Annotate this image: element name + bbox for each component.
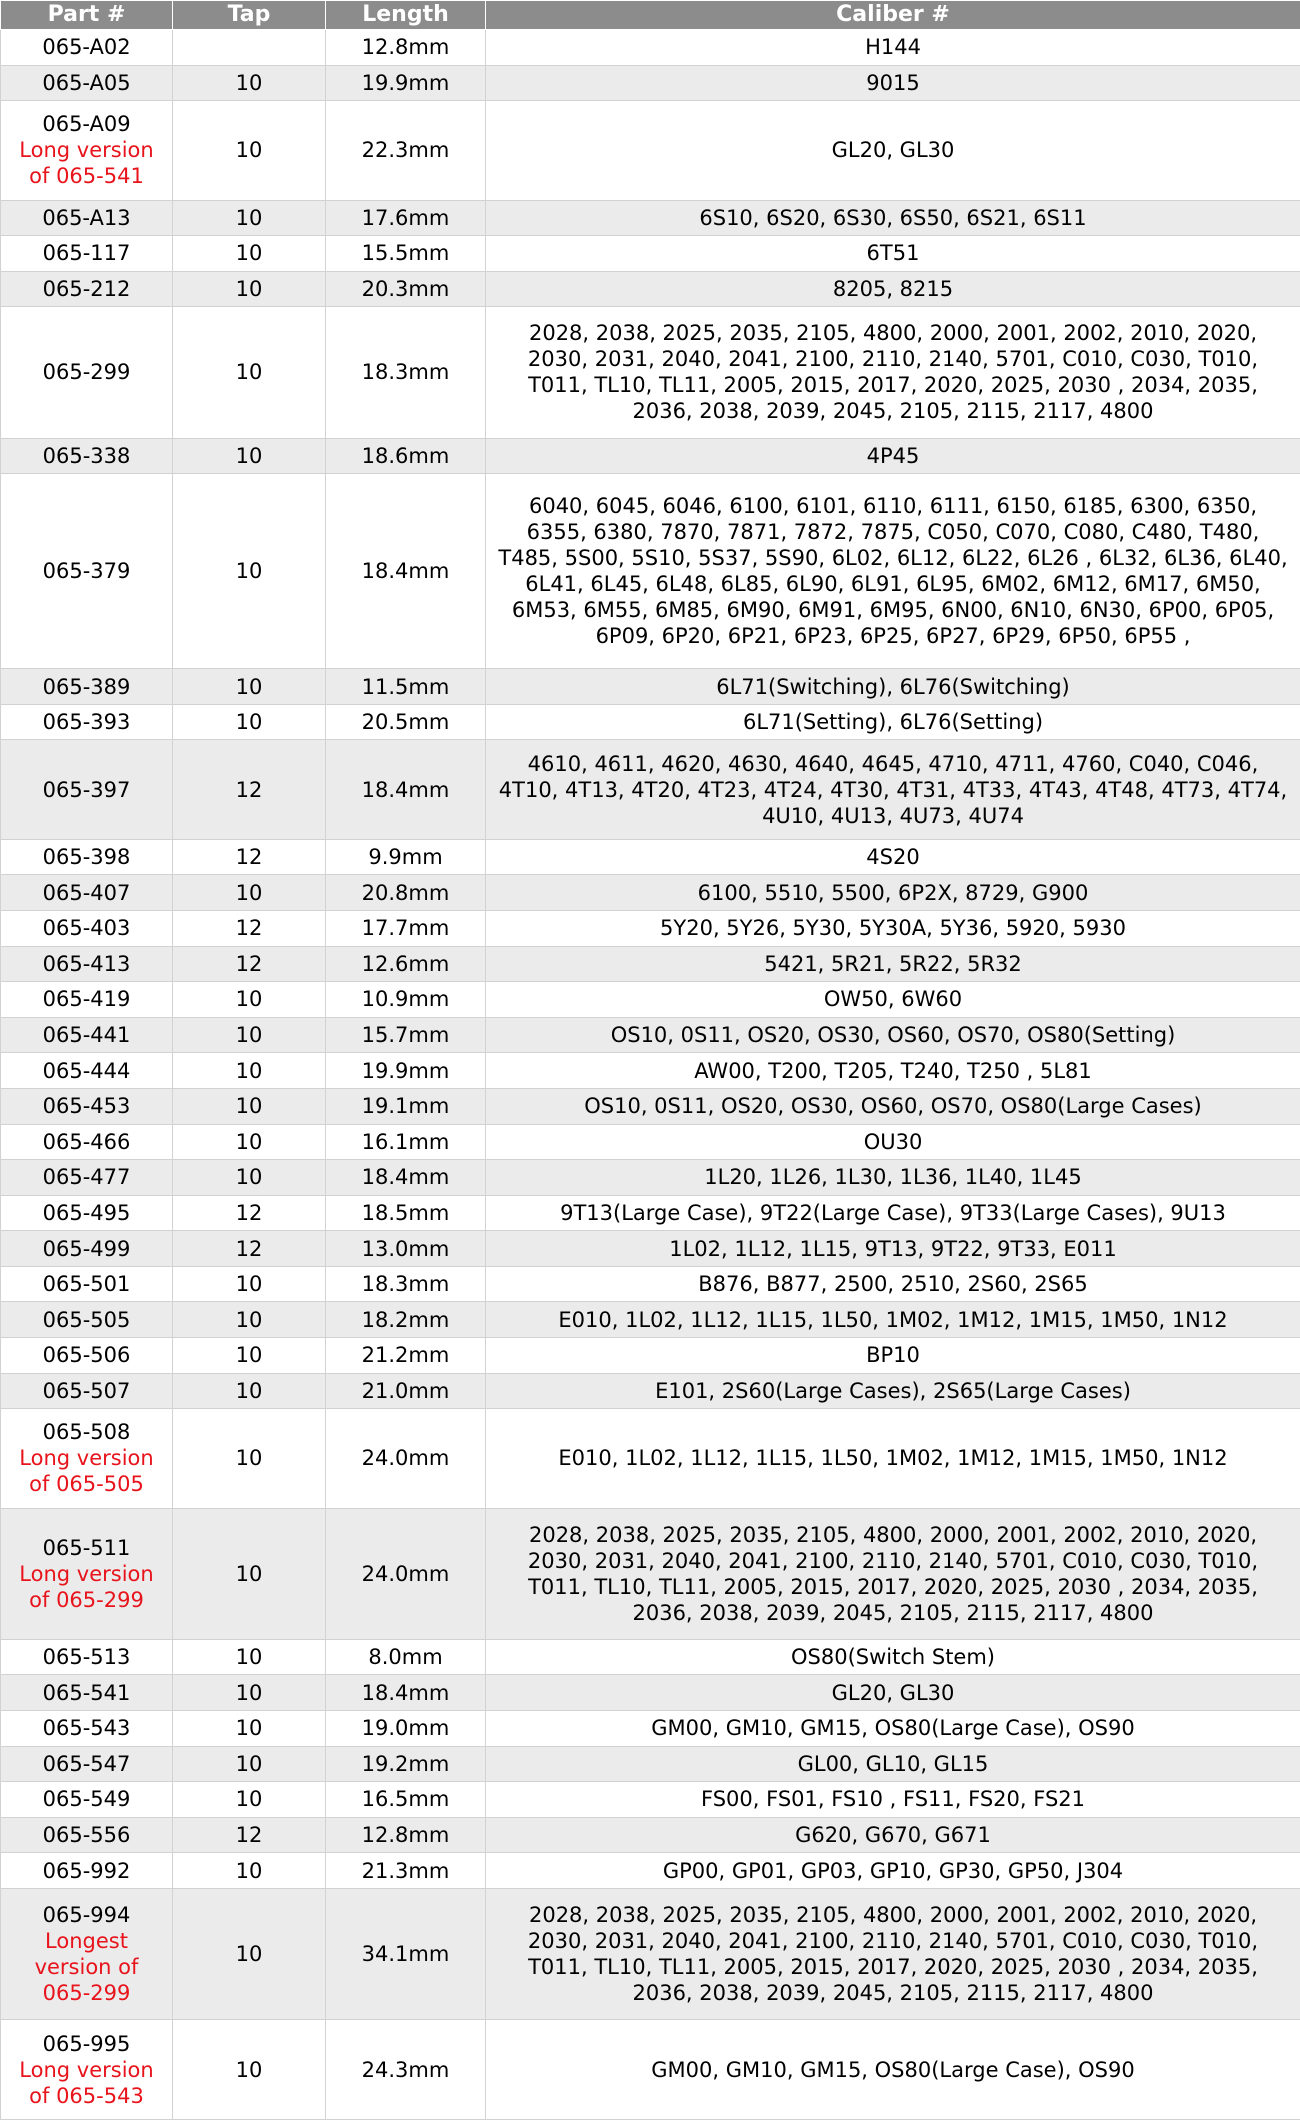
caliber-cell: 1L20, 1L26, 1L30, 1L36, 1L40, 1L45: [486, 1160, 1300, 1196]
part-cell: [1, 1017, 173, 1053]
part-cell: [1, 1160, 173, 1196]
part-number: 065-A13: [42, 205, 131, 230]
caliber-cell: 4610, 4611, 4620, 4630, 4640, 4645, 4710, 4711, 4760, C040, C046, 4T10, 4T13, 4T20, 4T23, 4T24, 4T30, 4T31, 4T33, 4T43, 4T48, 4T73, 4T74, 4U10, 4U13, 4U73, 4U74: [486, 740, 1300, 839]
length-cell: 12.8mm: [326, 1817, 486, 1853]
part-number: 065-513: [42, 1645, 131, 1670]
header-part: Part #: [1, 1, 173, 30]
caliber-cell: 6100, 5510, 5500, 6P2X, 8729, G900: [486, 875, 1300, 911]
part-cell: [1, 1888, 173, 2019]
table-row: [1, 307, 1300, 438]
part-cell: [1, 1746, 173, 1782]
caliber-cell: OU30: [486, 1124, 1300, 1160]
length-cell: 20.3mm: [326, 271, 486, 307]
part-cell: [1, 1409, 173, 1508]
tap-cell: 10: [173, 1302, 326, 1338]
length-cell: 18.4mm: [326, 1160, 486, 1196]
part-note: Long version of 065-541: [19, 138, 154, 189]
caliber-cell: GM00, GM10, GM15, OS80(Large Case), OS90: [486, 2020, 1300, 2120]
table-row: [1, 1711, 1300, 1747]
length-cell: 10.9mm: [326, 982, 486, 1018]
table-row: [1, 474, 1300, 669]
part-number: 065-441: [42, 1023, 131, 1048]
tap-cell: 12: [173, 1231, 326, 1267]
tap-cell: 10: [173, 1053, 326, 1089]
table-row: [1, 1639, 1300, 1675]
part-number: 065-117: [42, 241, 131, 266]
caliber-cell: G620, G670, G671: [486, 1817, 1300, 1853]
table-row: [1, 1053, 1300, 1089]
table-row: [1, 875, 1300, 911]
part-cell: [1, 1711, 173, 1747]
part-cell: [1, 1853, 173, 1889]
tap-cell: 10: [173, 200, 326, 236]
table-row: [1, 1508, 1300, 1639]
length-cell: 19.2mm: [326, 1746, 486, 1782]
table-row: [1, 1337, 1300, 1373]
part-number: 065-992: [42, 1858, 131, 1883]
tap-cell: 10: [173, 1746, 326, 1782]
table-row: [1, 1302, 1300, 1338]
length-cell: 12.6mm: [326, 946, 486, 982]
length-cell: 15.7mm: [326, 1017, 486, 1053]
header-length: Length: [326, 1, 486, 30]
part-number: 065-506: [42, 1343, 131, 1368]
length-cell: 18.6mm: [326, 438, 486, 474]
table-row: [1, 438, 1300, 474]
tap-cell: 10: [173, 875, 326, 911]
part-cell: [1, 1337, 173, 1373]
part-number: 065-389: [42, 674, 131, 699]
caliber-cell: 9015: [486, 65, 1300, 101]
part-cell: [1, 911, 173, 947]
table-row: [1, 1675, 1300, 1711]
caliber-cell: OS10, 0S11, OS20, OS30, OS60, OS70, OS80(Large Cases): [486, 1088, 1300, 1124]
part-cell: [1, 1124, 173, 1160]
caliber-cell: E010, 1L02, 1L12, 1L15, 1L50, 1M02, 1M12, 1M15, 1M50, 1N12: [486, 1409, 1300, 1508]
length-cell: 13.0mm: [326, 1231, 486, 1267]
table-header-row: [1, 1, 1300, 30]
part-number: 065-407: [42, 880, 131, 905]
table-row: [1, 1888, 1300, 2019]
caliber-cell: BP10: [486, 1337, 1300, 1373]
part-cell: [1, 1817, 173, 1853]
table-row: [1, 1746, 1300, 1782]
part-number: 065-338: [42, 443, 131, 468]
length-cell: 34.1mm: [326, 1888, 486, 2019]
tap-cell: 12: [173, 1195, 326, 1231]
caliber-cell: 6T51: [486, 236, 1300, 272]
part-cell: [1, 271, 173, 307]
tap-cell: 10: [173, 1373, 326, 1409]
caliber-cell: E101, 2S60(Large Cases), 2S65(Large Cases): [486, 1373, 1300, 1409]
table-row: [1, 1231, 1300, 1267]
part-number: 065-393: [42, 710, 131, 735]
length-cell: 18.3mm: [326, 307, 486, 438]
part-note: Longest version of 065-299: [34, 1929, 139, 2006]
caliber-cell: 1L02, 1L12, 1L15, 9T13, 9T22, 9T33, E011: [486, 1231, 1300, 1267]
length-cell: 16.5mm: [326, 1782, 486, 1818]
part-number: 065-419: [42, 987, 131, 1012]
tap-cell: 10: [173, 474, 326, 669]
caliber-cell: E010, 1L02, 1L12, 1L15, 1L50, 1M02, 1M12, 1M15, 1M50, 1N12: [486, 1302, 1300, 1338]
part-cell: [1, 946, 173, 982]
tap-cell: 10: [173, 101, 326, 200]
part-cell: [1, 1302, 173, 1338]
part-number: 065-299: [42, 360, 131, 385]
tap-cell: 10: [173, 1266, 326, 1302]
tap-cell: 10: [173, 1409, 326, 1508]
part-cell: [1, 1053, 173, 1089]
table-row: [1, 1160, 1300, 1196]
part-note: Long version of 065-299: [19, 1561, 154, 1612]
part-number: 065-403: [42, 916, 131, 941]
table-row: [1, 911, 1300, 947]
caliber-cell: 2028, 2038, 2025, 2035, 2105, 4800, 2000, 2001, 2002, 2010, 2020, 2030, 2031, 2040, 2041, 2100, 2110, 2140, 5701, C010, C030, T010, T011, TL10, TL11, 2005, 2015, 2017, 2020, 2025, 2030 , 2034, 2035, 2036, 2038, 2039, 2045, 2105, 2115, 2117, 4800: [486, 1508, 1300, 1639]
caliber-cell: GL00, GL10, GL15: [486, 1746, 1300, 1782]
table-row: [1, 1017, 1300, 1053]
tap-cell: 12: [173, 946, 326, 982]
length-cell: 18.5mm: [326, 1195, 486, 1231]
table-row: [1, 2020, 1300, 2120]
table-row: [1, 1817, 1300, 1853]
part-cell: [1, 1508, 173, 1639]
length-cell: 18.4mm: [326, 1675, 486, 1711]
tap-cell: 10: [173, 1675, 326, 1711]
part-cell: [1, 438, 173, 474]
part-number: 065-379: [42, 559, 131, 584]
table-row: [1, 740, 1300, 839]
part-cell: [1, 669, 173, 705]
part-note: Long version of 065-505: [19, 1446, 154, 1497]
length-cell: 19.9mm: [326, 1053, 486, 1089]
part-cell: [1, 1266, 173, 1302]
table-row: [1, 669, 1300, 705]
tap-cell: 10: [173, 2020, 326, 2120]
caliber-cell: 6L71(Setting), 6L76(Setting): [486, 704, 1300, 740]
caliber-cell: 8205, 8215: [486, 271, 1300, 307]
caliber-cell: 9T13(Large Case), 9T22(Large Case), 9T33(Large Cases), 9U13: [486, 1195, 1300, 1231]
caliber-cell: AW00, T200, T205, T240, T250 , 5L81: [486, 1053, 1300, 1089]
part-cell: [1, 740, 173, 839]
table-row: [1, 839, 1300, 875]
caliber-cell: 2028, 2038, 2025, 2035, 2105, 4800, 2000, 2001, 2002, 2010, 2020, 2030, 2031, 2040, 2041, 2100, 2110, 2140, 5701, C010, C030, T010, T011, TL10, TL11, 2005, 2015, 2017, 2020, 2025, 2030 , 2034, 2035, 2036, 2038, 2039, 2045, 2105, 2115, 2117, 4800: [486, 307, 1300, 438]
length-cell: 12.8mm: [326, 30, 486, 66]
tap-cell: [173, 30, 326, 66]
length-cell: 18.3mm: [326, 1266, 486, 1302]
part-number: 065-212: [42, 277, 131, 301]
tap-cell: 12: [173, 740, 326, 839]
part-number: 065-466: [42, 1129, 131, 1154]
length-cell: 11.5mm: [326, 669, 486, 705]
part-number: 065-398: [42, 845, 131, 870]
length-cell: 16.1mm: [326, 1124, 486, 1160]
table-row: [1, 30, 1300, 66]
part-cell: [1, 307, 173, 438]
length-cell: 19.0mm: [326, 1711, 486, 1747]
table-row: [1, 65, 1300, 101]
part-number: 065-541: [42, 1680, 131, 1705]
part-cell: [1, 200, 173, 236]
part-cell: [1, 982, 173, 1018]
tap-cell: 10: [173, 669, 326, 705]
tap-cell: 12: [173, 911, 326, 947]
table-row: [1, 1853, 1300, 1889]
part-cell: [1, 1088, 173, 1124]
length-cell: 19.1mm: [326, 1088, 486, 1124]
table-row: [1, 271, 1300, 307]
part-number: 065-A05: [42, 70, 131, 95]
part-number: 065-511: [42, 1535, 131, 1560]
part-number: 065-543: [42, 1716, 131, 1741]
tap-cell: 10: [173, 1088, 326, 1124]
part-cell: [1, 1231, 173, 1267]
caliber-cell: 6L71(Switching), 6L76(Switching): [486, 669, 1300, 705]
table-row: [1, 1124, 1300, 1160]
part-number: 065-994: [42, 1903, 131, 1928]
length-cell: 17.6mm: [326, 200, 486, 236]
part-cell: [1, 474, 173, 669]
tap-cell: 10: [173, 1017, 326, 1053]
tap-cell: 10: [173, 1508, 326, 1639]
tap-cell: 10: [173, 1888, 326, 2019]
caliber-cell: GP00, GP01, GP03, GP10, GP30, GP50, J304: [486, 1853, 1300, 1889]
tap-cell: 10: [173, 704, 326, 740]
tap-cell: 10: [173, 1639, 326, 1675]
part-cell: [1, 1782, 173, 1818]
length-cell: 18.4mm: [326, 474, 486, 669]
header-tap: Tap: [173, 1, 326, 30]
tap-cell: 10: [173, 236, 326, 272]
caliber-cell: FS00, FS01, FS10 , FS11, FS20, FS21: [486, 1782, 1300, 1818]
part-cell: [1, 704, 173, 740]
tap-cell: 10: [173, 1853, 326, 1889]
part-cell: [1, 101, 173, 200]
part-number: 065-507: [42, 1378, 131, 1403]
tap-cell: 10: [173, 982, 326, 1018]
length-cell: 18.2mm: [326, 1302, 486, 1338]
part-number: 065-499: [42, 1236, 131, 1261]
length-cell: 19.9mm: [326, 65, 486, 101]
table-row: [1, 1088, 1300, 1124]
tap-cell: 10: [173, 1337, 326, 1373]
part-number: 065-A09: [42, 112, 131, 137]
header-caliber: Caliber #: [486, 1, 1300, 30]
part-number: 065-556: [42, 1823, 131, 1848]
table-row: [1, 1266, 1300, 1302]
table-row: [1, 982, 1300, 1018]
caliber-cell: OS80(Switch Stem): [486, 1639, 1300, 1675]
part-cell: [1, 65, 173, 101]
caliber-cell: 4S20: [486, 839, 1300, 875]
part-number: 065-444: [42, 1058, 131, 1083]
part-cell: [1, 1373, 173, 1409]
caliber-cell: 5421, 5R21, 5R22, 5R32: [486, 946, 1300, 982]
part-number: 065-995: [42, 2031, 131, 2056]
tap-cell: 10: [173, 1124, 326, 1160]
length-cell: 24.3mm: [326, 2020, 486, 2120]
table-row: [1, 1782, 1300, 1818]
tap-cell: 10: [173, 1160, 326, 1196]
table-row: [1, 704, 1300, 740]
table-row: [1, 101, 1300, 200]
part-number: 065-495: [42, 1200, 131, 1225]
part-number: 065-397: [42, 777, 131, 802]
length-cell: 15.5mm: [326, 236, 486, 272]
part-number: 065-A02: [42, 35, 131, 60]
part-cell: [1, 1195, 173, 1231]
caliber-cell: B876, B877, 2500, 2510, 2S60, 2S65: [486, 1266, 1300, 1302]
caliber-cell: 6040, 6045, 6046, 6100, 6101, 6110, 6111, 6150, 6185, 6300, 6350, 6355, 6380, 7870, 7871, 7872, 7875, C050, C070, C080, C480, T480, T485, 5S00, 5S10, 5S37, 5S90, 6L02, 6L12, 6L22, 6L26 , 6L32, 6L36, 6L40, 6L41, 6L45, 6L48, 6L85, 6L90, 6L91, 6L95, 6M02, 6M12, 6M17, 6M50, 6M53, 6M55, 6M85, 6M90, 6M91, 6M95, 6N00, 6N10, 6N30, 6P00, 6P05, 6P09, 6P20, 6P21, 6P23, 6P25, 6P27, 6P29, 6P50, 6P55 ,: [486, 474, 1300, 669]
part-number: 065-508: [42, 1420, 131, 1445]
length-cell: 21.0mm: [326, 1373, 486, 1409]
part-cell: [1, 875, 173, 911]
length-cell: 20.5mm: [326, 704, 486, 740]
part-note: Long version of 065-543: [19, 2057, 154, 2108]
caliber-cell: GM00, GM10, GM15, OS80(Large Case), OS90: [486, 1711, 1300, 1747]
part-number: 065-547: [42, 1751, 131, 1776]
length-cell: 21.2mm: [326, 1337, 486, 1373]
caliber-cell: GL20, GL30: [486, 1675, 1300, 1711]
caliber-cell: 5Y20, 5Y26, 5Y30, 5Y30A, 5Y36, 5920, 5930: [486, 911, 1300, 947]
caliber-cell: 6S10, 6S20, 6S30, 6S50, 6S21, 6S11: [486, 200, 1300, 236]
length-cell: 21.3mm: [326, 1853, 486, 1889]
part-cell: [1, 1675, 173, 1711]
tap-cell: 12: [173, 839, 326, 875]
part-number: 065-505: [42, 1307, 131, 1332]
table-row: [1, 1409, 1300, 1508]
length-cell: 20.8mm: [326, 875, 486, 911]
length-cell: 24.0mm: [326, 1409, 486, 1508]
part-number: 065-453: [42, 1094, 131, 1119]
caliber-cell: OW50, 6W60: [486, 982, 1300, 1018]
part-cell: [1, 839, 173, 875]
part-cell: [1, 2020, 173, 2120]
caliber-cell: GL20, GL30: [486, 101, 1300, 200]
part-number: 065-501: [42, 1272, 131, 1297]
length-cell: 9.9mm: [326, 839, 486, 875]
tap-cell: 12: [173, 1817, 326, 1853]
tap-cell: 10: [173, 438, 326, 474]
tap-cell: 10: [173, 307, 326, 438]
tap-cell: 10: [173, 1711, 326, 1747]
table-row: [1, 946, 1300, 982]
part-cell: [1, 236, 173, 272]
table-row: [1, 236, 1300, 272]
tap-cell: 10: [173, 1782, 326, 1818]
part-number: 065-413: [42, 951, 131, 976]
length-cell: 8.0mm: [326, 1639, 486, 1675]
caliber-cell: 4P45: [486, 438, 1300, 474]
tap-cell: 10: [173, 65, 326, 101]
part-cell: [1, 1639, 173, 1675]
length-cell: 18.4mm: [326, 740, 486, 839]
part-number: 065-477: [42, 1165, 131, 1190]
length-cell: 24.0mm: [326, 1508, 486, 1639]
caliber-cell: H144: [486, 30, 1300, 66]
tap-cell: 10: [173, 271, 326, 307]
caliber-cell: OS10, 0S11, OS20, OS30, OS60, OS70, OS80(Setting): [486, 1017, 1300, 1053]
table-row: [1, 200, 1300, 236]
part-cell: [1, 30, 173, 66]
table-row: [1, 1195, 1300, 1231]
table-row: [1, 1373, 1300, 1409]
length-cell: 22.3mm: [326, 101, 486, 200]
part-number: 065-549: [42, 1787, 131, 1812]
length-cell: 17.7mm: [326, 911, 486, 947]
caliber-cell: 2028, 2038, 2025, 2035, 2105, 4800, 2000, 2001, 2002, 2010, 2020, 2030, 2031, 2040, 2041, 2100, 2110, 2140, 5701, C010, C030, T010, T011, TL10, TL11, 2005, 2015, 2017, 2020, 2025, 2030 , 2034, 2035, 2036, 2038, 2039, 2045, 2105, 2115, 2117, 4800: [486, 1888, 1300, 2019]
